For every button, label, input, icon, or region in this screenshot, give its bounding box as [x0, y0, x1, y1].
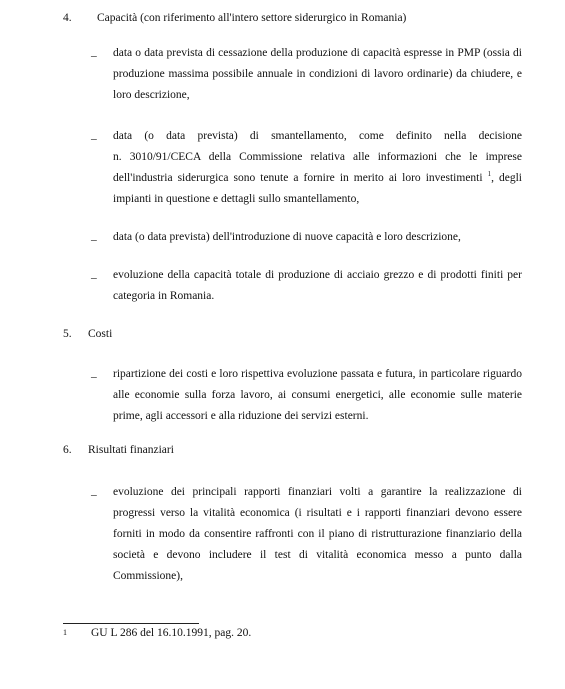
footnote-separator [63, 623, 199, 624]
text-line: loro descrizione, [113, 89, 190, 101]
text-fragment: , degli [491, 172, 522, 184]
section-6-number: 6. [63, 444, 72, 456]
text-line: n. 3010/91/CECA della Commissione relativa alle informazioni che le imprese [113, 151, 522, 163]
footnote-text: GU L 286 del 16.10.1991, pag. 20. [91, 627, 252, 639]
section-6-item-1 [113, 482, 522, 587]
text-line: società e devono includere il test di vitalità economica messo a punto dalla [113, 549, 522, 561]
text-line-with-footnote [113, 168, 522, 189]
bullet-dash: – [91, 489, 97, 501]
text-line: evoluzione dei principali rapporti finanziari volti a garantire la realizzazione di [113, 486, 522, 498]
text-line: progressi verso la vitalità economica (i risultati e i rapporti finanziari devono essere [113, 507, 522, 519]
section-6-heading: Risultati finanziari [88, 444, 174, 456]
bullet-dash: – [91, 371, 97, 383]
section-4-heading: Capacità (con riferimento all'intero settore siderurgico in Romania) [97, 12, 407, 24]
bullet-dash: – [91, 50, 97, 62]
text-line: prime, agli accessori e alla riduzione dei servizi esterni. [113, 410, 369, 422]
text-line: Commissione), [113, 570, 183, 582]
section-5-number: 5. [63, 328, 72, 340]
text-line: categoria in Romania. [113, 290, 215, 302]
bullet-dash: – [91, 133, 97, 145]
text-line: impianti in questione e dettagli sullo smantellamento, [113, 193, 360, 205]
text-line: evoluzione della capacità totale di produzione di acciaio grezzo e di prodotti finiti per [113, 269, 522, 281]
section-4-item-4 [113, 265, 522, 307]
footnote-mark: 1 [63, 628, 67, 637]
text-line: alle economie sulla forza lavoro, ai consumi energetici, alle economie sulle materie [113, 389, 522, 401]
text-line: data (o data prevista) di smantellamento, come definito nella decisione [113, 130, 522, 142]
text-line: data (o data prevista) dell'introduzione di nuove capacità e loro descrizione, [113, 231, 461, 243]
text-fragment: dell'industria siderurgica sono tenute a fornire in merito ai loro investimenti [113, 172, 483, 184]
footnote-reference: 1 [487, 170, 492, 178]
bullet-dash: – [91, 234, 97, 246]
text-line: produzione massima possibile annuale in condizioni di lavoro ordinarie) da chiudere, e [113, 68, 522, 80]
text-line: ripartizione dei costi e loro rispettiva evoluzione passata e futura, in particolare riguardo [113, 368, 522, 380]
section-4-item-3 [113, 227, 522, 248]
section-4-item-2 [113, 126, 522, 210]
text-line: forniti in modo da consentire raffronti con il piano di ristrutturazione finanziario della [113, 528, 522, 540]
text-line: data o data prevista di cessazione della produzione di capacità espresse in PMP (ossia di [113, 47, 522, 59]
bullet-dash: – [91, 272, 97, 284]
section-5-item-1 [113, 364, 522, 427]
section-5-heading: Costi [88, 328, 113, 340]
section-4-item-1 [113, 43, 522, 106]
section-4-number: 4. [63, 12, 72, 24]
